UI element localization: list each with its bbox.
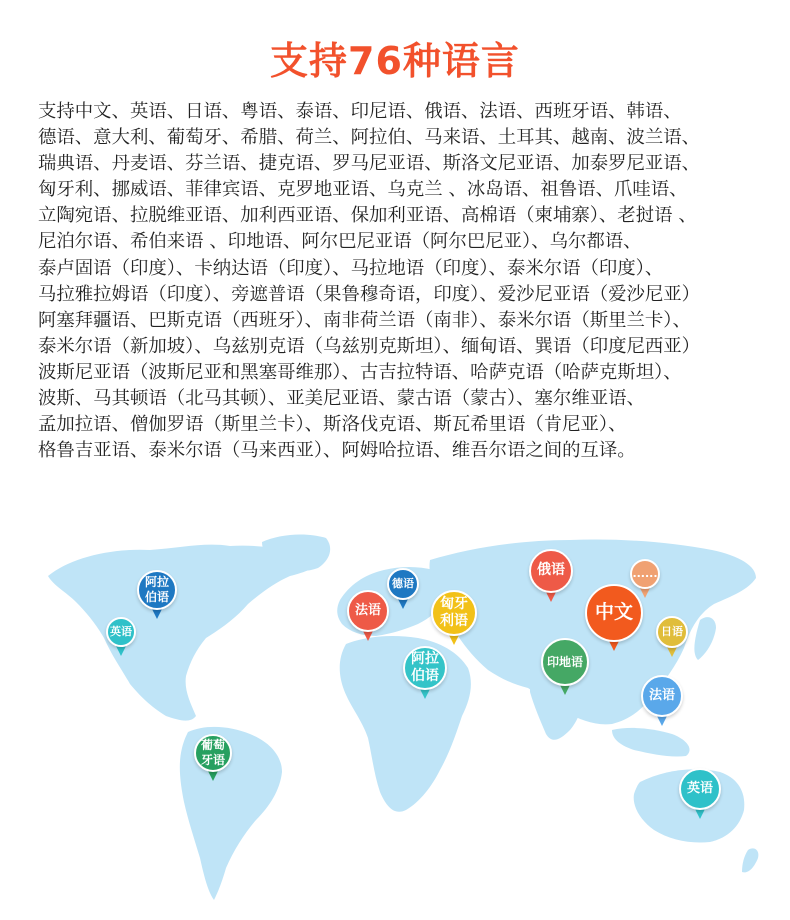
pin-label: 牙语 bbox=[200, 753, 225, 767]
language-list-line: 德语、意大利、葡萄牙、希腊、荷兰、阿拉伯、马来语、土耳其、越南、波兰语、 bbox=[38, 127, 701, 149]
southeast-asia-islands-shape bbox=[612, 728, 690, 757]
japan-shape bbox=[694, 617, 716, 660]
pin-more bbox=[630, 559, 660, 599]
language-list-line: 尼泊尔语、希伯来语 、印地语、阿尔巴尼亚语（阿尔巴尼亚）、乌尔都语、 bbox=[38, 231, 642, 253]
pin-portuguese bbox=[194, 734, 232, 782]
pin-label: 印地语 bbox=[546, 654, 583, 669]
language-list-line: 泰卢固语（印度）、卡纳达语（印度）、马拉地语（印度）、泰米尔语（印度）、 bbox=[38, 257, 664, 279]
pin-bubble bbox=[106, 617, 136, 647]
pin-hindi bbox=[541, 638, 589, 696]
pin-label: 伯语 bbox=[411, 668, 439, 684]
pin-english-australia bbox=[679, 768, 721, 820]
pin-label: 德语 bbox=[392, 577, 414, 591]
language-list-line: 格鲁吉亚语、泰米尔语（马来西亚）、阿姆哈拉语、维吾尔语之间的互译。 bbox=[38, 440, 636, 462]
pin-label: 法语 bbox=[648, 687, 675, 703]
pin-bubble bbox=[656, 616, 688, 648]
pin-bubble bbox=[194, 734, 232, 772]
pin-bubble bbox=[387, 568, 419, 600]
pin-bubble bbox=[403, 646, 447, 690]
pin-label: 英语 bbox=[110, 625, 132, 639]
pin-hungarian bbox=[431, 590, 477, 646]
language-list-line: 瑞典语、丹麦语、芬兰语、捷克语、罗马尼亚语、斯洛文尼亚语、加泰罗尼亚语、 bbox=[38, 153, 701, 175]
pin-bubble bbox=[347, 590, 389, 632]
pin-label: 伯语 bbox=[144, 590, 169, 604]
pin-label: 利语 bbox=[440, 613, 468, 629]
language-list-paragraph bbox=[38, 99, 760, 464]
north-america-shape bbox=[48, 545, 319, 721]
language-list-line: 泰米尔语（新加坡）、乌兹别克语（乌兹别克斯坦）、缅甸语、巽语（印度尼西亚） bbox=[38, 335, 701, 357]
language-list-line: 波斯、马其顿语（北马其顿）、亚美尼亚语、蒙古语（蒙古）、塞尔维亚语、 bbox=[38, 388, 645, 410]
pin-label: 阿拉 bbox=[411, 650, 439, 667]
pin-bubble bbox=[529, 549, 573, 593]
pin-german bbox=[387, 568, 419, 610]
pin-label: ...... bbox=[632, 567, 658, 581]
pin-label: 日语 bbox=[661, 625, 683, 639]
world-map bbox=[0, 520, 790, 920]
pin-label: 阿拉 bbox=[144, 575, 169, 589]
pin-bubble bbox=[679, 768, 721, 810]
pin-label: 法语 bbox=[354, 602, 381, 618]
pin-arabic-middle-east bbox=[403, 646, 447, 700]
pin-bubble bbox=[137, 570, 177, 610]
language-list-line: 孟加拉语、僧伽罗语（斯里兰卡）、斯洛伐克语、斯瓦希里语（肯尼亚）、 bbox=[38, 414, 627, 436]
pin-russian bbox=[529, 549, 573, 603]
pin-bubble bbox=[541, 638, 589, 686]
pin-label: 俄语 bbox=[537, 562, 565, 579]
pin-japanese bbox=[656, 616, 688, 658]
pin-french-europe bbox=[347, 590, 389, 642]
language-list-line: 匈牙利、挪威语、菲律宾语、克罗地亚语、乌克兰 、冰岛语、祖鲁语、爪哇语、 bbox=[38, 179, 688, 201]
pin-bubble bbox=[630, 559, 660, 589]
pin-english-north-america bbox=[106, 617, 136, 657]
language-list-line: 阿塞拜疆语、巴斯克语（西班牙）、南非荷兰语（南非）、泰米尔语（斯里兰卡）、 bbox=[38, 309, 691, 331]
language-list-line: 支持中文、英语、日语、粤语、泰语、印尼语、俄语、法语、西班牙语、韩语、 bbox=[38, 101, 682, 122]
language-list-line: 波斯尼亚语（波斯尼亚和黑塞哥维那）、古吉拉特语、哈萨克语（哈萨克斯坦）、 bbox=[38, 361, 682, 383]
page-title: 支持76种语言 bbox=[270, 39, 520, 83]
language-list-line: 马拉雅拉姆语（印度）、旁遮普语（果鲁穆奇语，印度）、爱沙尼亚语（爱沙尼亚） bbox=[38, 283, 701, 305]
pin-label: 英语 bbox=[686, 780, 713, 796]
pin-label: 葡萄 bbox=[200, 738, 225, 752]
pin-bubble bbox=[431, 590, 477, 636]
language-list-line: 立陶宛语、拉脱维亚语、加利西亚语、保加利亚语、高棉语（柬埔寨）、老挝语 、 bbox=[38, 205, 697, 227]
pin-label: 匈牙 bbox=[440, 595, 468, 612]
pin-label: 中文 bbox=[594, 601, 633, 624]
pin-french-asia bbox=[641, 675, 683, 727]
pin-arabic-north-america bbox=[137, 570, 177, 620]
pin-bubble bbox=[641, 675, 683, 717]
new-zealand-shape bbox=[742, 848, 758, 872]
